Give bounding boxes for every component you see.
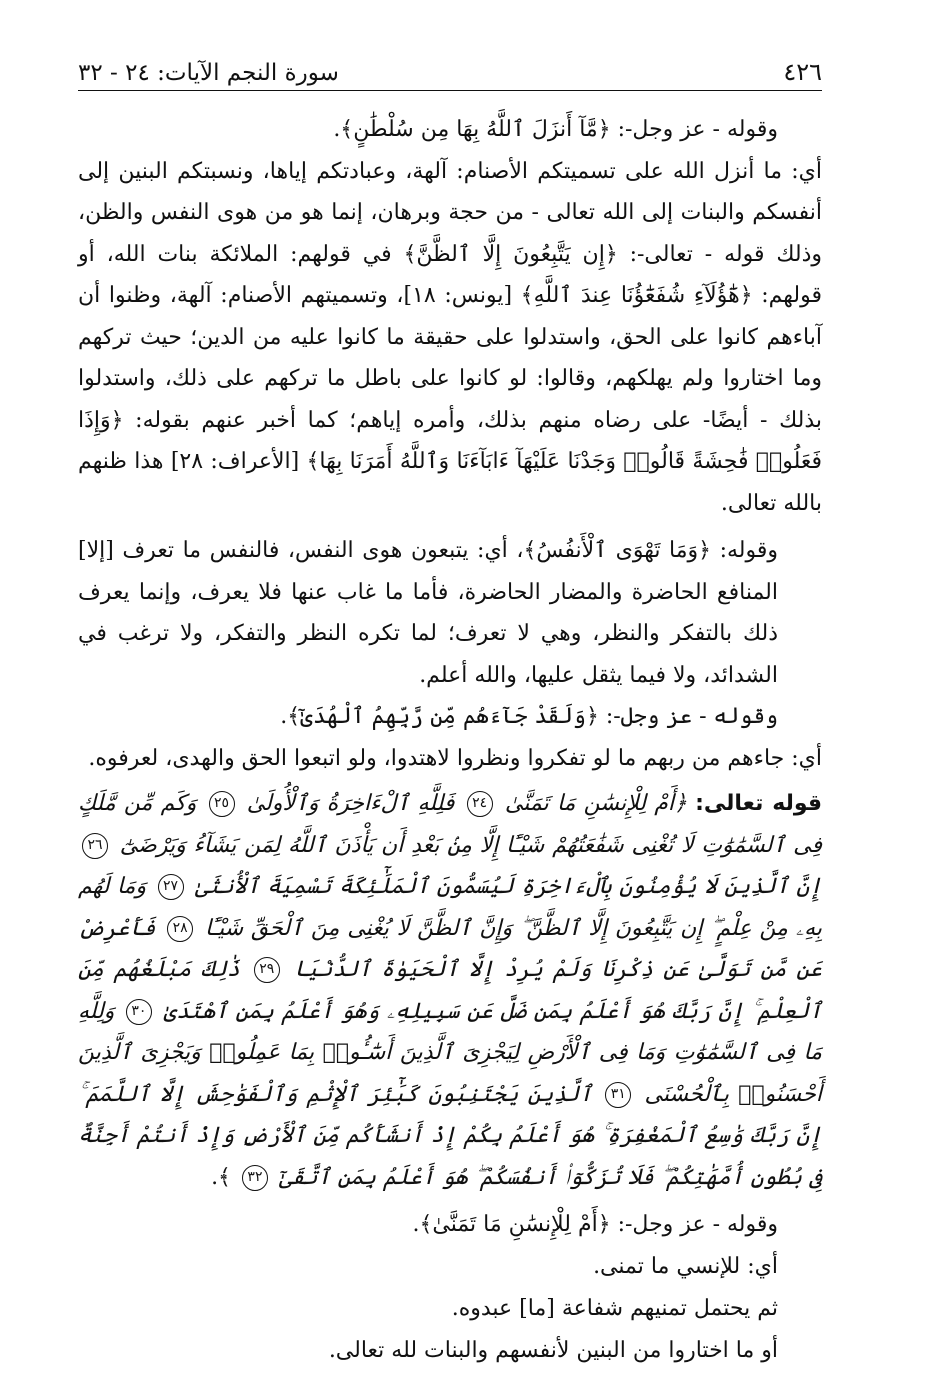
verse-number-marker: ٢٨ <box>167 916 193 942</box>
verse-number-marker: ٢٤ <box>467 791 493 817</box>
verse-number-marker: ٢٥ <box>209 791 235 817</box>
page-number: ٤٢٦ <box>783 58 822 86</box>
verse-number-marker: ٣١ <box>605 1082 631 1108</box>
verse-number-marker: ٢٦ <box>82 833 108 859</box>
verse-text: فَلِلَّهِ ٱلْءَاخِرَةُ وَٱلْأُولَىٰ <box>246 791 455 816</box>
verse-text: وَمَا لَهُم بِهِۦ مِنْ عِلْمٍ ۖ إِن يَتَّبِعُونَ إِلَّا ٱلظَّنَّ ۖ وَإِنَّ ٱلظَّنَّ لَا يُغْنِى مِنَ ٱلْحَقِّ شَيْـًٔا <box>78 874 822 941</box>
page-header <box>78 58 822 91</box>
verse-lead: قوله تعالى: <box>695 791 823 816</box>
verse-text: ٱلَّذِينَ يَجْتَنِبُونَ كَبَٰٓئِرَ ٱلْإِثْمِ وَٱلْفَوَٰحِشَ إِلَّا ٱللَّمَمَ ۚ إِنَّ رَبَّكَ وَٰسِعُ ٱلْمَغْفِرَةِ ۚ هُوَ أَعْلَمُ بِكُمْ إِذْ أَنشَأَكُم مِّنَ ٱلْأَرْضِ وَإِذْ أَنتُمْ أَجِنَّةٌ فِى بُطُونِ أُمَّهَٰتِكُمْ ۖ فَلَا تُزَكُّوٓا۟ أَنفُسَكُمْ ۖ هُوَ أَعْلَمُ بِمَنِ ٱتَّقَىٰٓ <box>78 1081 822 1190</box>
verse-text: ﴿أَمْ لِلْإِنسَٰنِ مَا تَمَنَّىٰ <box>504 791 687 816</box>
verse-text: إِنَّ ٱلَّذِينَ لَا يُؤْمِنُونَ بِٱلْءَاخِرَةِ لَيُسَمُّونَ ٱلْمَلَٰٓئِكَةَ تَسْمِيَةَ ٱلْأُنثَىٰ <box>195 874 823 899</box>
commentary-block <box>78 1204 822 1372</box>
verse-number-marker: ٣٠ <box>126 999 152 1025</box>
paragraph: ثم يحتمل تمنيهم شفاعة [ما] عبدوه. <box>451 1296 778 1321</box>
running-title: سورة النجم الآيات: ٢٤ - ٣٢ <box>78 60 339 86</box>
paragraph: أو ما اختاروا من البنين لأنفسهم والبنات لله تعالى. <box>328 1338 778 1363</box>
verse-text: وَلِلَّهِ مَا فِى ٱلسَّمَٰوَٰتِ وَمَا فِى ٱلْأَرْضِ لِيَجْزِىَ ٱلَّذِينَ أَسَٰٓـُٔوا۟ بِمَا عَمِلُوا۟ وَيَجْزِىَ ٱلَّذِينَ أَحْسَنُوا۟ بِٱلْحُسْنَى <box>78 998 822 1107</box>
verse-close: ﴾. <box>211 1164 231 1190</box>
verse-text: وَكَم مِّن مَّلَكٍ فِى ٱلسَّمَٰوَٰتِ لَا تُغْنِى شَفَٰعَتُهُمْ شَيْـًٔا إِلَّا مِنۢ بَعْدِ أَن يَأْذَنَ ٱللَّهُ لِمَن يَشَآءُ وَيَرْضَىٰٓ <box>78 791 822 858</box>
paragraph: أي: جاءهم من ربهم ما لو تفكروا ونظروا لاهتدوا، ولو اتبعوا الحق والهدى، لعرفوه. <box>88 745 822 771</box>
paragraph: وقوله - عز وجل-: ﴿وَلَقَدْ جَآءَهُم مِّن رَّبِّهِمُ ٱلْهُدَىٰٓ﴾. <box>280 704 778 729</box>
verse-text: فَأَعْرِضْ عَن مَّن تَوَلَّىٰ عَن ذِكْرِنَا وَلَمْ يُرِدْ إِلَّا ٱلْحَيَوٰةَ ٱلدُّنْيَا <box>78 915 822 982</box>
verse-number-marker: ٣٢ <box>242 1165 268 1191</box>
verse-number-marker: ٢٩ <box>254 957 280 983</box>
paragraph: أي: للإنسي ما تمنى. <box>593 1254 778 1279</box>
paragraph: وقوله - عز وجل-: ﴿أَمْ لِلْإِنسَٰنِ مَا تَمَنَّىٰ﴾. <box>412 1212 778 1237</box>
paragraph: أي: ما أنزل الله على تسميتكم الأصنام: آلهة، وعبادتكم إياها، ونسبتكم البنين إلى أنفسكم والبنات إلى الله تعالى - من حجة وبرهان، إنما هو من هوى النفس والظن، وذلك قوله - تعالى-: ﴿إِن يَتَّبِعُونَ إِلَّا ٱلظَّنَّ﴾ في قولهم: الملائكة بنات الله، أو قولهم: ﴿هَٰٓؤُلَآءِ شُفَعَٰٓؤُنَا عِندَ ٱللَّهِ﴾ [يونس: ١٨]، وتسميتهم الأصنام: آلهة، وظنوا أن آباءهم كانوا على الحق، واستدلوا على حقيقة ما كانوا عليه من الدين؛ حيث تركهم وما اختاروا ولم يهلكهم، وقالوا: لو كانوا على باطل ما تركهم على ذلك، واستدلوا بذلك - أيضًا- على رضاه منهم بذلك، وأمره إياهم؛ كما أخبر عنهم بقوله: ﴿وَإِذَا فَعَلُوا۟ فَٰحِشَةً قَالُوا۟ وَجَدْنَا عَلَيْهَآ ءَابَآءَنَا وَٱللَّهُ أَمَرَنَا بِهَا﴾ [الأعراف: ٢٨] هذا ظنهم بالله تعالى. <box>78 158 822 516</box>
quran-verse-block <box>78 783 822 1198</box>
paragraph: وقوله: ﴿وَمَا تَهْوَى ٱلْأَنفُسُ﴾، أي: يتبعون هوى النفس، فالنفس ما تعرف [إلا] المنافع الحاضرة والمضار الحاضرة، فأما ما غاب عنها فلا يعرف، وإنما يعرف ذلك بالتفكر والنظر، وهي لا تعرف؛ لما تكره النظر والتفكر، ولا ترغب في الشدائد، ولا فيما يثقل عليها، والله أعلم. <box>78 538 778 688</box>
verse-text: ذَٰلِكَ مَبْلَغُهُم مِّنَ ٱلْعِلْمِ ۚ إِنَّ رَبَّكَ هُوَ أَعْلَمُ بِمَن ضَلَّ عَن سَبِيلِهِۦ وَهُوَ أَعْلَمُ بِمَنِ ٱهْتَدَىٰ <box>78 957 822 1024</box>
paragraph: وقوله - عز وجل-: ﴿مَّآ أَنزَلَ ٱللَّهُ بِهَا مِن سُلْطَٰنٍ﴾. <box>333 117 778 142</box>
verse-number-marker: ٢٧ <box>158 874 184 900</box>
